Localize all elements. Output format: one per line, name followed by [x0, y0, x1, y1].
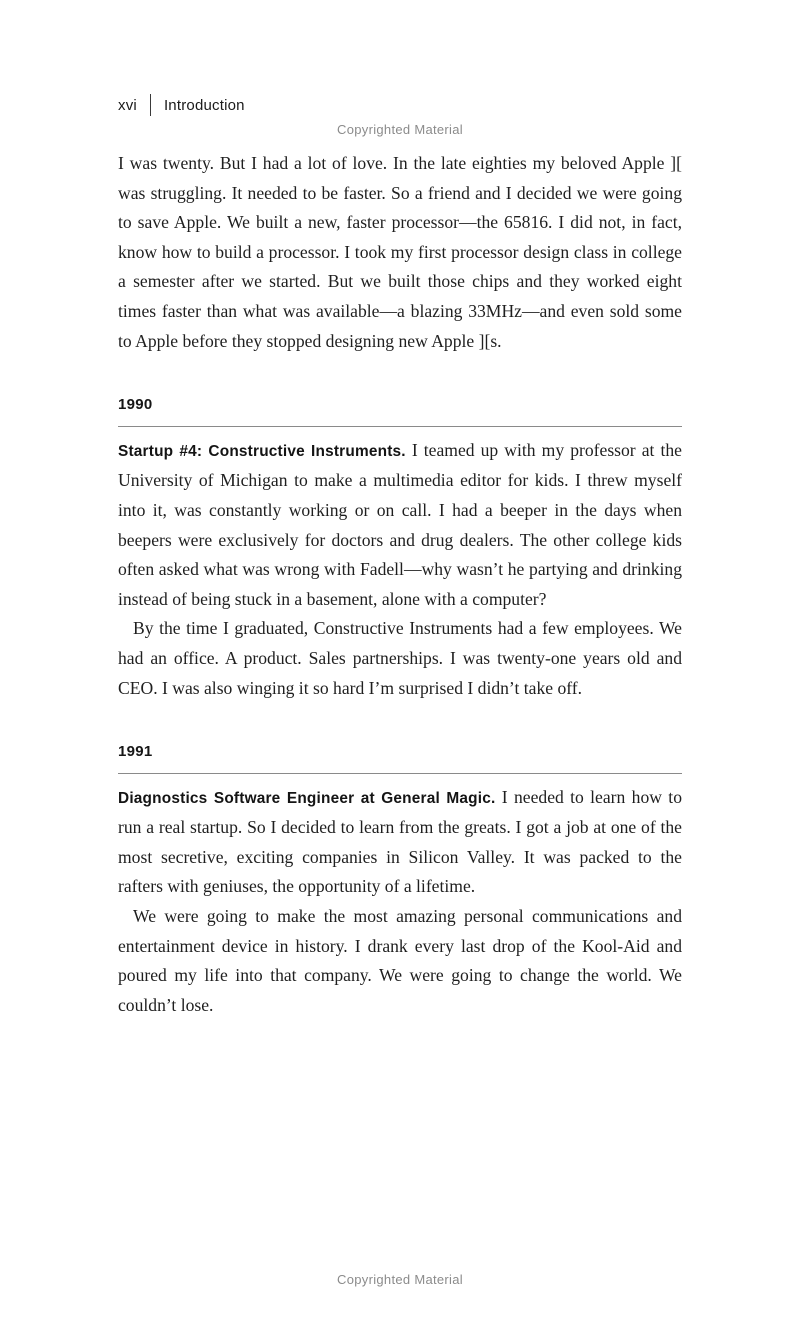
section-paragraph: By the time I graduated, Constructive Instruments had a few employees. We had an office. A product. Sales partnerships. I was twenty-one years old and CEO. I was also winging it so hard I’m surprised I didn’t take off.: [118, 618, 682, 698]
section-1990: [118, 390, 682, 703]
section-1991: [118, 737, 682, 1020]
page-header: [118, 94, 682, 116]
section-lead-paragraph: [118, 436, 682, 615]
section-paragraph: We were going to make the most amazing personal communications and entertainment device in history. I drank every last drop of the Kool-Aid and poured my life into that company. We were going to change the world. We couldn’t lose.: [118, 906, 682, 1015]
bold-lead-startup-4: Startup #4: Constructive Instruments.: [118, 442, 406, 460]
section-heading-1990: 1990: [118, 390, 682, 427]
copyright-notice-top: Copyrighted Material: [337, 122, 463, 137]
body-text: [118, 149, 682, 1020]
chapter-title: Introduction: [163, 96, 245, 114]
bold-lead-general-magic: Diagnostics Software Engineer at General Magic.: [118, 789, 496, 807]
header-divider: [150, 94, 151, 116]
lead-paragraph-text: I teamed up with my professor at the University of Michigan to make a multimedia editor for kids. I threw myself into it, was constantly working or on call. I had a beeper in the days when beepers were exclusively for doctors and drug dealers. The other college kids often asked what was wrong with Fadell—why wasn’t he partying and drinking instead of being stuck in a basement, alone with a computer?: [118, 439, 682, 609]
copyright-notice-bottom: Copyrighted Material: [337, 1272, 463, 1287]
section-heading-1991: 1991: [118, 737, 682, 774]
intro-paragraph: I was twenty. But I had a lot of love. In the late eighties my beloved Apple ][ was struggling. It needed to be faster. So a friend and I decided we were going to save Apple. We built a new, faster processor—the 65816. I did not, in fact, know how to build a processor. I took my first processor design class in college a semester after we started. But we built those chips and they worked eight times faster than what was available—a blazing 33MHz—and even sold some to Apple before they stopped designing new Apple ][s.: [118, 153, 682, 351]
lead-paragraph-text: I needed to learn how to run a real startup. So I decided to learn from the greats. I got a job at one of the most secretive, exciting companies in Silicon Valley. It was packed to the rafters with geniuses, the opportunity of a lifetime.: [118, 786, 682, 897]
page-number: xvi: [118, 96, 137, 114]
book-page: [0, 94, 800, 1319]
section-lead-paragraph: [118, 783, 682, 902]
